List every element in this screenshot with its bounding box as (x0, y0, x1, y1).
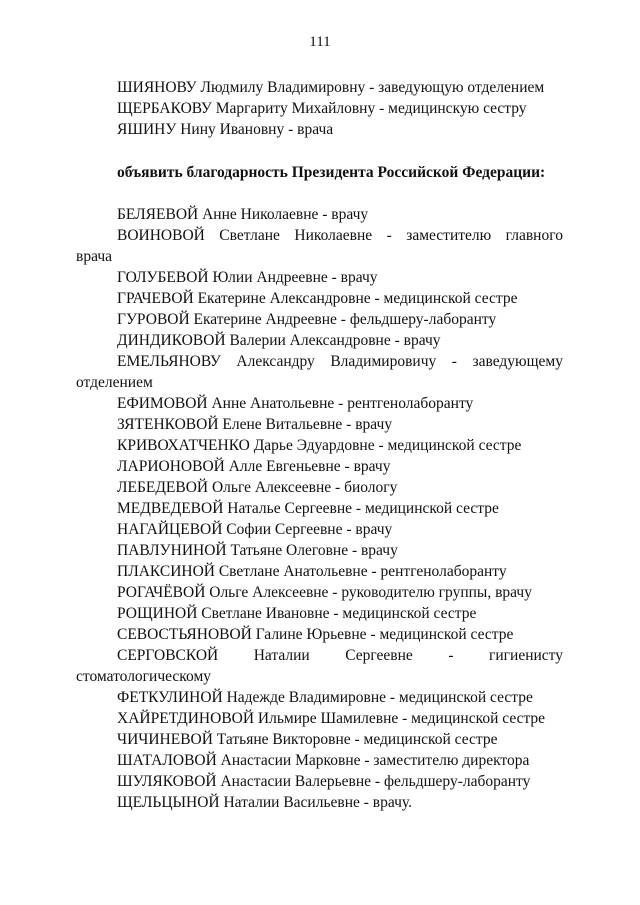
list-item: ХАЙРЕТДИНОВОЙ Ильмире Шамилевне - медицинской сестре (117, 710, 546, 727)
word: Николаевне (294, 227, 373, 244)
word: - (448, 647, 454, 664)
word: Светлане (219, 227, 280, 244)
list-item: НАГАЙЦЕВОЙ Софии Сергеевне - врачу (117, 521, 393, 538)
section-heading: объявить благодарность Президента Российской Федерации: (117, 164, 546, 181)
list-item: БЕЛЯЕВОЙ Анне Николаевне - врачу (117, 206, 369, 223)
list-item: ЯШИНУ Нину Ивановну - врача (117, 121, 334, 138)
award-list-continued (76, 77, 563, 140)
list-item: ЩЕЛЬЦЫНОЙ Наталии Васильевне - врачу. (117, 794, 413, 811)
word: Сергеевне (345, 647, 413, 664)
list-item: ШИЯНОВУ Людмилу Владимировну - заведующую отделением (117, 79, 545, 96)
list-item-justified (76, 351, 563, 372)
list-item-justified (76, 645, 563, 666)
list-item-continuation: отделением (76, 374, 153, 391)
word: ВОИНОВОЙ (117, 227, 205, 244)
list-item: ГРАЧЕВОЙ Екатерине Александровне - медицинской сестре (117, 290, 518, 307)
list-item: ШУЛЯКОВОЙ Анастасии Валерьевне - фельдшеру-лаборанту (117, 773, 531, 790)
word: заведующему (472, 353, 563, 370)
word: - (451, 353, 457, 370)
list-item: ГОЛУБЕВОЙ Юлии Андреевне - врачу (117, 269, 378, 286)
list-item: РОЩИНОЙ Светлане Ивановне - медицинской сестре (117, 605, 477, 622)
list-item: ЩЕРБАКОВУ Маргариту Михайловну - медицинскую сестру (117, 100, 527, 117)
word: СЕРГОВСКОЙ (117, 647, 219, 664)
list-item: ЧИЧИНЕВОЙ Татьяне Викторовне - медицинской сестре (117, 731, 498, 748)
word: Наталии (253, 647, 310, 664)
list-item-continuation: врача (76, 248, 113, 265)
word: гигиенисту (489, 647, 563, 664)
word: главного (505, 227, 563, 244)
list-item: ЛАРИОНОВОЙ Алле Евгеньевне - врачу (117, 458, 391, 475)
list-item: ДИНДИКОВОЙ Валерии Александровне - врачу (117, 332, 441, 349)
list-item: СЕВОСТЬЯНОВОЙ Галине Юрьевне - медицинской сестре (117, 626, 514, 643)
list-item-continuation: стоматологическому (76, 668, 212, 685)
word: заместителю (406, 227, 492, 244)
word: - (386, 227, 392, 244)
word: Владимировичу (330, 353, 437, 370)
list-item: ШАТАЛОВОЙ Анастасии Марковне - заместителю директора (117, 752, 530, 769)
list-item: ПЛАКСИНОЙ Светлане Анатольевне - рентгенолаборанту (117, 563, 507, 580)
list-item: РОГАЧЁВОЙ Ольге Алексеевне - руководителю группы, врачу (117, 584, 532, 601)
list-item-justified (76, 225, 563, 246)
gratitude-list (76, 204, 563, 813)
list-item: ЗЯТЕНКОВОЙ Елене Витальевне - врачу (117, 416, 393, 433)
list-item: ПАВЛУНИНОЙ Татьяне Олеговне - врачу (117, 542, 398, 559)
list-item: МЕДВЕДЕВОЙ Наталье Сергеевне - медицинской сестре (117, 500, 499, 517)
list-item: ЕФИМОВОЙ Анне Анатольевне - рентгенолаборанту (117, 395, 474, 412)
word: ЕМЕЛЬЯНОВУ (117, 353, 221, 370)
list-item: ФЕТКУЛИНОЙ Надежде Владимировне - медицинской сестре (117, 689, 533, 706)
word: Александру (236, 353, 315, 370)
list-item: ЛЕБЕДЕВОЙ Ольге Алексеевне - биологу (117, 479, 398, 496)
list-item: ГУРОВОЙ Екатерине Андреевне - фельдшеру-лаборанту (117, 311, 497, 328)
page-number: 111 (309, 34, 331, 50)
list-item: КРИВОХАТЧЕНКО Дарье Эдуардовне - медицинской сестре (117, 437, 522, 454)
section-heading-block (76, 162, 563, 183)
